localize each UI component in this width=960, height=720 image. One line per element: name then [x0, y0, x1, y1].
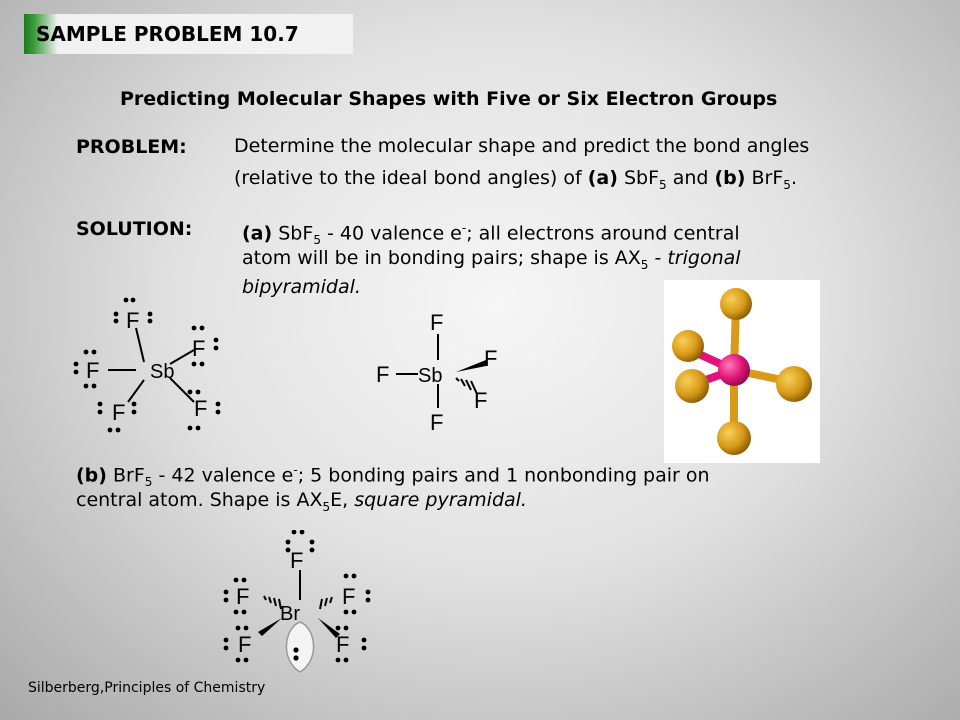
f-atom-front-left: F [238, 632, 252, 657]
wedge-bond [456, 360, 486, 372]
f-atom-back-right: F [342, 584, 356, 609]
solution-b-line-2: central atom. Shape is $AX_5E$, square pyramidal. [76, 489, 527, 514]
solution-label: SOLUTION: [76, 218, 193, 240]
problem-line-1: Determine the molecular shape and predict the bond angles [234, 135, 810, 157]
f-atom-dash: F [474, 388, 488, 413]
sb-atom-wedge: Sb [418, 365, 443, 387]
sb-atom: Sb [150, 361, 175, 383]
f-atom-axial-bottom: F [430, 410, 444, 434]
page-title: Predicting Molecular Shapes with Five or Six Electron Groups [120, 88, 778, 110]
f-atom-top: F [126, 308, 140, 333]
f-atom-left: F [86, 358, 100, 383]
badge-text: SAMPLE PROBLEM 10.7 [36, 22, 299, 46]
source-credit: Silberberg,Principles of Chemistry [28, 680, 266, 696]
solution-a-line-2: atom will be in bonding pairs; shape is $AX_5$ - trigonal [242, 247, 741, 272]
f-atom-lower-right: F [194, 396, 208, 421]
wedge-bond-left [258, 618, 282, 636]
f-atom-lower-left: F [112, 400, 126, 425]
problem-line-2: (relative to the ideal bond angles) of (a) SbF$_5$ and (b) BrF$_5$. [234, 167, 797, 192]
f-atom-back-left: F [236, 584, 250, 609]
f-atom-axial-top: F [430, 310, 444, 335]
f-atom-upper-right: F [192, 336, 206, 361]
solution-b-line-1: (b) BrF$_5$ - 42 valence e-; 5 bonding pairs and 1 nonbonding pair on [76, 463, 710, 490]
f-atom-equatorial-left: F [376, 362, 390, 387]
ball-and-stick-model [664, 280, 820, 463]
f-atom-front-right: F [336, 632, 350, 657]
f-atom-wedge: F [484, 346, 498, 371]
sbf5-lewis-structure [66, 292, 236, 442]
sbf5-wedge-structure [370, 306, 510, 434]
sample-problem-badge [24, 14, 353, 54]
brf5-lewis-structure [222, 530, 382, 680]
br-atom: Br [280, 603, 300, 625]
problem-label: PROBLEM: [76, 136, 187, 158]
solution-a-line-1: (a) SbF$_5$ - 40 valence e-; all electrons around central [242, 221, 740, 248]
lone-pair-lobe [286, 622, 313, 672]
trigonal-bipyramidal-model-image [664, 280, 820, 463]
solution-a-line-3: bipyramidal. [242, 276, 361, 298]
f-atom-apical: F [290, 548, 304, 573]
